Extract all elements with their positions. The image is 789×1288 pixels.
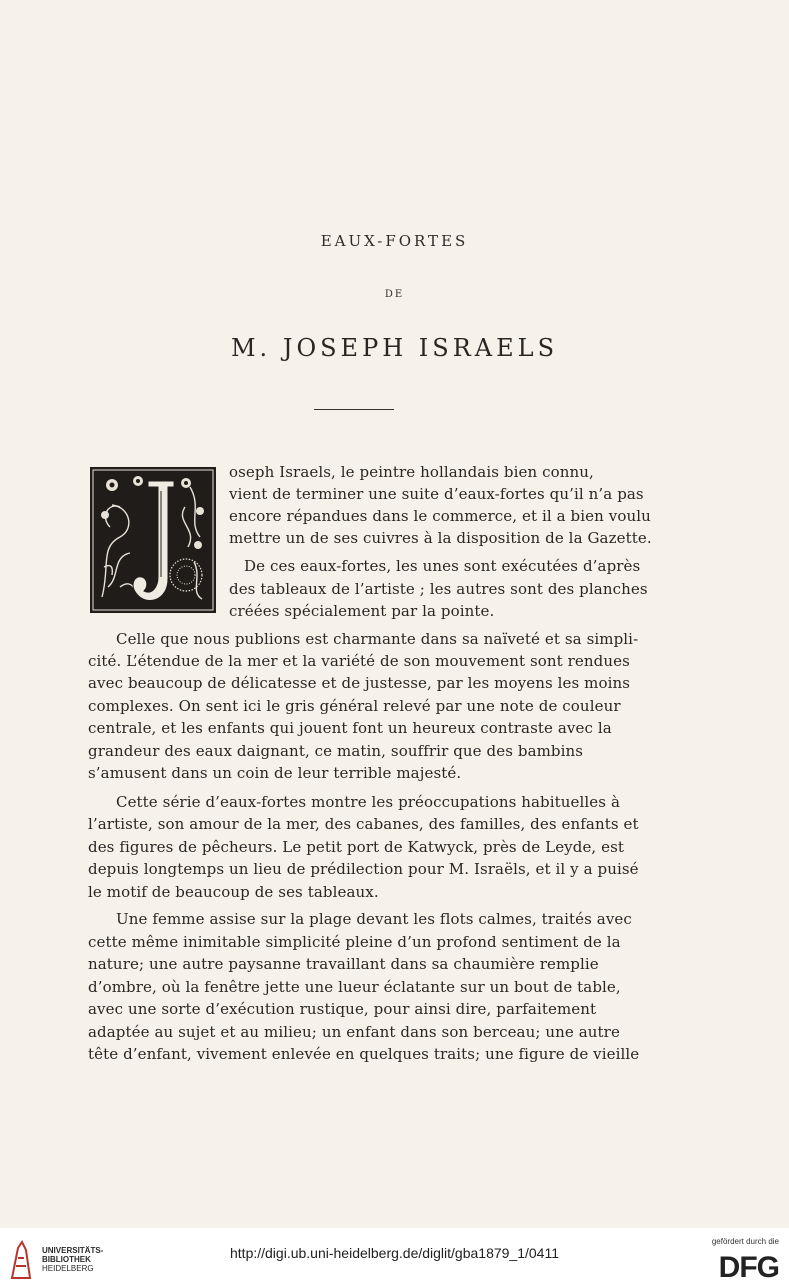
text-line: Cette série d’eaux-fortes montre les préoccupations habituelles à bbox=[116, 793, 620, 811]
text-line: oseph Israels, le peintre hollandais bien connu, bbox=[229, 463, 594, 481]
article-title-preposition: DE bbox=[384, 289, 405, 300]
text-line: l’artiste, son amour de la mer, des cabanes, des familles, des enfants et bbox=[88, 815, 639, 833]
text-line: nature; une autre paysanne travaillant dans sa chaumière remplie bbox=[88, 955, 599, 973]
text-line: des tableaux de l’artiste ; les autres sont des planches bbox=[229, 580, 648, 598]
text-line: cité. L’étendue de la mer et la variété de son mouvement sont rendues bbox=[88, 652, 630, 670]
text-line: Celle que nous publions est charmante dans sa naïveté et sa simpli- bbox=[116, 630, 639, 648]
text-line: cette même inimitable simplicité pleine d’un profond sentiment de la bbox=[88, 933, 621, 951]
library-name-line: UNIVERSITÄTS- bbox=[42, 1246, 104, 1255]
text-line: avec beaucoup de délicatesse et de justesse, par les moyens les moins bbox=[88, 674, 631, 692]
dfg-logo[interactable]: DFG bbox=[718, 1251, 779, 1284]
text-line: grandeur des eaux daignant, ce matin, souffrir que des bambins bbox=[88, 742, 584, 760]
title-divider bbox=[314, 409, 394, 410]
text-line: avec une sorte d’exécution rustique, pour ainsi dire, parfaitement bbox=[88, 1000, 597, 1018]
text-line: tête d’enfant, vivement enlevée en quelques traits; une figure de vieille bbox=[88, 1045, 640, 1063]
text-line: d’ombre, où la fenêtre jette une lueur éclatante sur un bout de table, bbox=[88, 978, 621, 996]
funding-note: gefördert durch die bbox=[711, 1237, 779, 1246]
library-name-line: HEIDELBERG bbox=[42, 1264, 94, 1273]
text-line: encore répandues dans le commerce, et il a bien voulu bbox=[229, 507, 651, 525]
article-subject-name: M. JOSEPH ISRAELS bbox=[230, 334, 559, 362]
text-line: complexes. On sent ici le gris général relevé par une note de couleur bbox=[88, 697, 621, 715]
text-line: s’amusent dans un coin de leur terrible majesté. bbox=[88, 764, 462, 782]
ornamental-dropcap-j-icon bbox=[90, 467, 216, 613]
library-name-line: BIBLIOTHEK bbox=[42, 1255, 91, 1264]
text-line: mettre un de ses cuivres à la disposition de la Gazette. bbox=[229, 529, 652, 547]
text-line: adaptée au sujet et au milieu; un enfant dans son berceau; une autre bbox=[88, 1023, 620, 1041]
text-line: vient de terminer une suite d’eaux-fortes qu’il n’a pas bbox=[229, 485, 644, 503]
text-line: le motif de beaucoup de ses tableaux. bbox=[88, 883, 379, 901]
text-line: créées spécialement par la pointe. bbox=[229, 602, 495, 620]
text-line: des figures de pêcheurs. Le petit port de Katwyck, près de Leyde, est bbox=[88, 838, 625, 856]
article-title: EAUX-FORTES bbox=[320, 232, 469, 250]
text-line: De ces eaux-fortes, les unes sont exécutées d’après bbox=[244, 557, 641, 575]
text-line: centrale, et les enfants qui jouent font un heureux contraste avec la bbox=[88, 719, 612, 737]
text-line: Une femme assise sur la plage devant les flots calmes, traités avec bbox=[116, 910, 632, 928]
text-line: depuis longtemps un lieu de prédilection pour M. Israëls, et il y a puisé bbox=[88, 860, 639, 878]
permalink-url[interactable]: http://digi.ub.uni-heidelberg.de/diglit/gba1879_1/0411 bbox=[230, 1245, 559, 1261]
